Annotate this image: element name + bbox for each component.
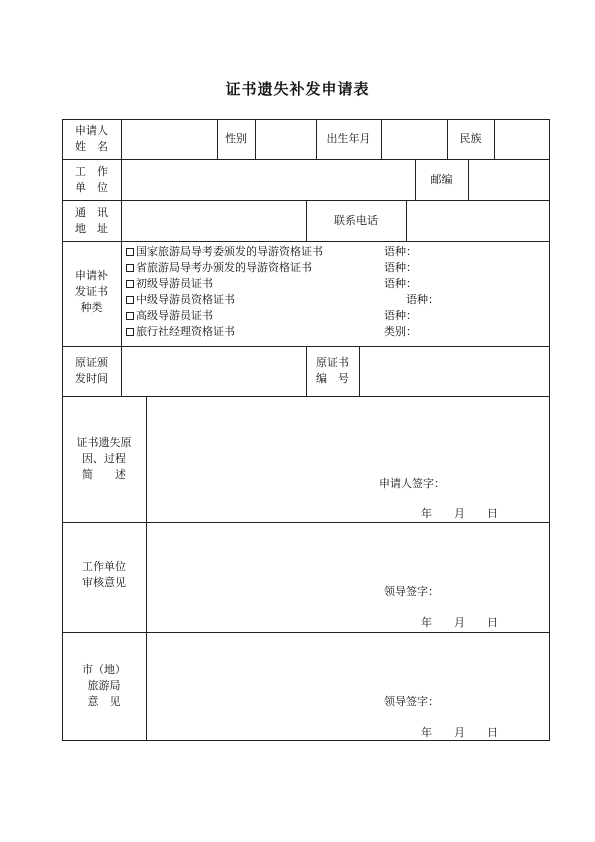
address-label-line1: 通 讯 bbox=[75, 206, 108, 219]
bureau-opinion-field[interactable] bbox=[147, 633, 549, 693]
applicant-name-label bbox=[62, 123, 121, 155]
cert-language-label: 语种： bbox=[384, 277, 417, 290]
page-title: 证书遗失补发申请表 bbox=[225, 80, 370, 98]
loss-reason-label bbox=[62, 435, 146, 483]
cert-number-line2: 编 号 bbox=[316, 372, 349, 385]
work-label-line1: 工 作 bbox=[75, 165, 108, 178]
postcode-label: 邮编 bbox=[430, 173, 453, 186]
cert-option-row[interactable] bbox=[126, 244, 323, 260]
bureau-label-line3: 意 见 bbox=[87, 695, 121, 708]
row-divider bbox=[62, 241, 550, 242]
work-unit-field[interactable] bbox=[122, 160, 415, 200]
form-border-right bbox=[549, 119, 550, 741]
cert-number-label bbox=[306, 355, 359, 387]
cert-type-line3: 种类 bbox=[80, 301, 103, 314]
leader-signature-label: 领导签字： bbox=[384, 695, 439, 708]
cert-type-label bbox=[62, 268, 121, 316]
application-form bbox=[62, 119, 550, 741]
address-label bbox=[62, 205, 121, 237]
work-unit-label bbox=[62, 164, 121, 196]
cert-option-row[interactable] bbox=[126, 260, 312, 276]
cert-category-label: 类别： bbox=[384, 325, 417, 338]
checkbox-icon[interactable] bbox=[126, 296, 134, 304]
cert-option-label: 初级导游员证书 bbox=[136, 277, 213, 290]
issue-date-label bbox=[62, 355, 121, 387]
cert-option-row[interactable] bbox=[126, 324, 235, 340]
review-label-line1: 工作单位 bbox=[82, 560, 126, 573]
cert-language-label: 语种： bbox=[384, 261, 417, 274]
issue-label-line2: 发时间 bbox=[75, 372, 108, 385]
gender-field[interactable] bbox=[256, 120, 316, 159]
cert-number-field[interactable] bbox=[360, 347, 549, 396]
cert-language-label: 语种： bbox=[406, 293, 439, 306]
review-label-line2: 审核意见 bbox=[82, 576, 126, 589]
postcode-field[interactable] bbox=[469, 160, 549, 200]
checkbox-icon[interactable] bbox=[126, 328, 134, 336]
bureau-opinion-label bbox=[62, 662, 146, 710]
bureau-label-line2: 旅游局 bbox=[87, 679, 121, 692]
applicant-date-label: 年 月 日 bbox=[421, 507, 498, 520]
applicant-name-field[interactable] bbox=[122, 120, 217, 159]
bureau-label-line1: 市（地） bbox=[82, 663, 126, 676]
checkbox-icon[interactable] bbox=[126, 280, 134, 288]
reason-label-line3: 简 述 bbox=[82, 468, 126, 481]
birth-field[interactable] bbox=[382, 120, 447, 159]
loss-reason-field[interactable] bbox=[147, 397, 549, 477]
reason-label-line2: 因、过程 bbox=[82, 452, 126, 465]
ethnicity-label: 民族 bbox=[459, 132, 482, 145]
phone-label: 联系电话 bbox=[334, 214, 378, 227]
bureau-date-label: 年 月 日 bbox=[421, 726, 498, 739]
issue-date-field[interactable] bbox=[122, 347, 306, 396]
checkbox-icon[interactable] bbox=[126, 248, 134, 256]
checkbox-icon[interactable] bbox=[126, 312, 134, 320]
address-field[interactable] bbox=[122, 201, 306, 241]
work-unit-review-label bbox=[62, 559, 146, 591]
issue-label-line1: 原证颁 bbox=[75, 356, 108, 369]
applicant-label-line1: 申请人 bbox=[75, 124, 108, 137]
cert-option-label: 旅行社经理资格证书 bbox=[136, 325, 235, 338]
cert-type-line1: 申请补 bbox=[75, 269, 108, 282]
cert-option-row[interactable] bbox=[126, 276, 213, 292]
cert-type-line2: 发证书 bbox=[75, 285, 108, 298]
phone-field[interactable] bbox=[407, 201, 549, 241]
cert-option-label: 省旅游局导考办颁发的导游资格证书 bbox=[136, 261, 312, 274]
cert-option-label: 高级导游员证书 bbox=[136, 309, 213, 322]
applicant-signature-label: 申请人签字： bbox=[379, 477, 445, 490]
cert-option-label: 国家旅游局导考委颁发的导游资格证书 bbox=[136, 245, 323, 258]
cert-option-label: 中级导游员资格证书 bbox=[136, 293, 235, 306]
cert-language-label: 语种： bbox=[384, 309, 417, 322]
cert-language-label: 语种： bbox=[384, 245, 417, 258]
gender-label: 性别 bbox=[225, 132, 247, 145]
applicant-label-line2: 姓 名 bbox=[75, 140, 108, 153]
work-label-line2: 单 位 bbox=[75, 181, 108, 194]
cert-number-line1: 原证书 bbox=[316, 356, 349, 369]
leader-signature-label: 领导签字： bbox=[384, 585, 439, 598]
work-unit-review-field[interactable] bbox=[147, 523, 549, 583]
address-label-line2: 地 址 bbox=[75, 222, 108, 235]
review-date-label: 年 月 日 bbox=[421, 616, 498, 629]
cert-option-row[interactable] bbox=[126, 308, 213, 324]
checkbox-icon[interactable] bbox=[126, 264, 134, 272]
birth-label: 出生年月 bbox=[326, 132, 371, 145]
ethnicity-field[interactable] bbox=[495, 120, 549, 159]
reason-label-line1: 证书遗失原 bbox=[76, 436, 132, 449]
cert-option-row[interactable] bbox=[126, 292, 235, 308]
